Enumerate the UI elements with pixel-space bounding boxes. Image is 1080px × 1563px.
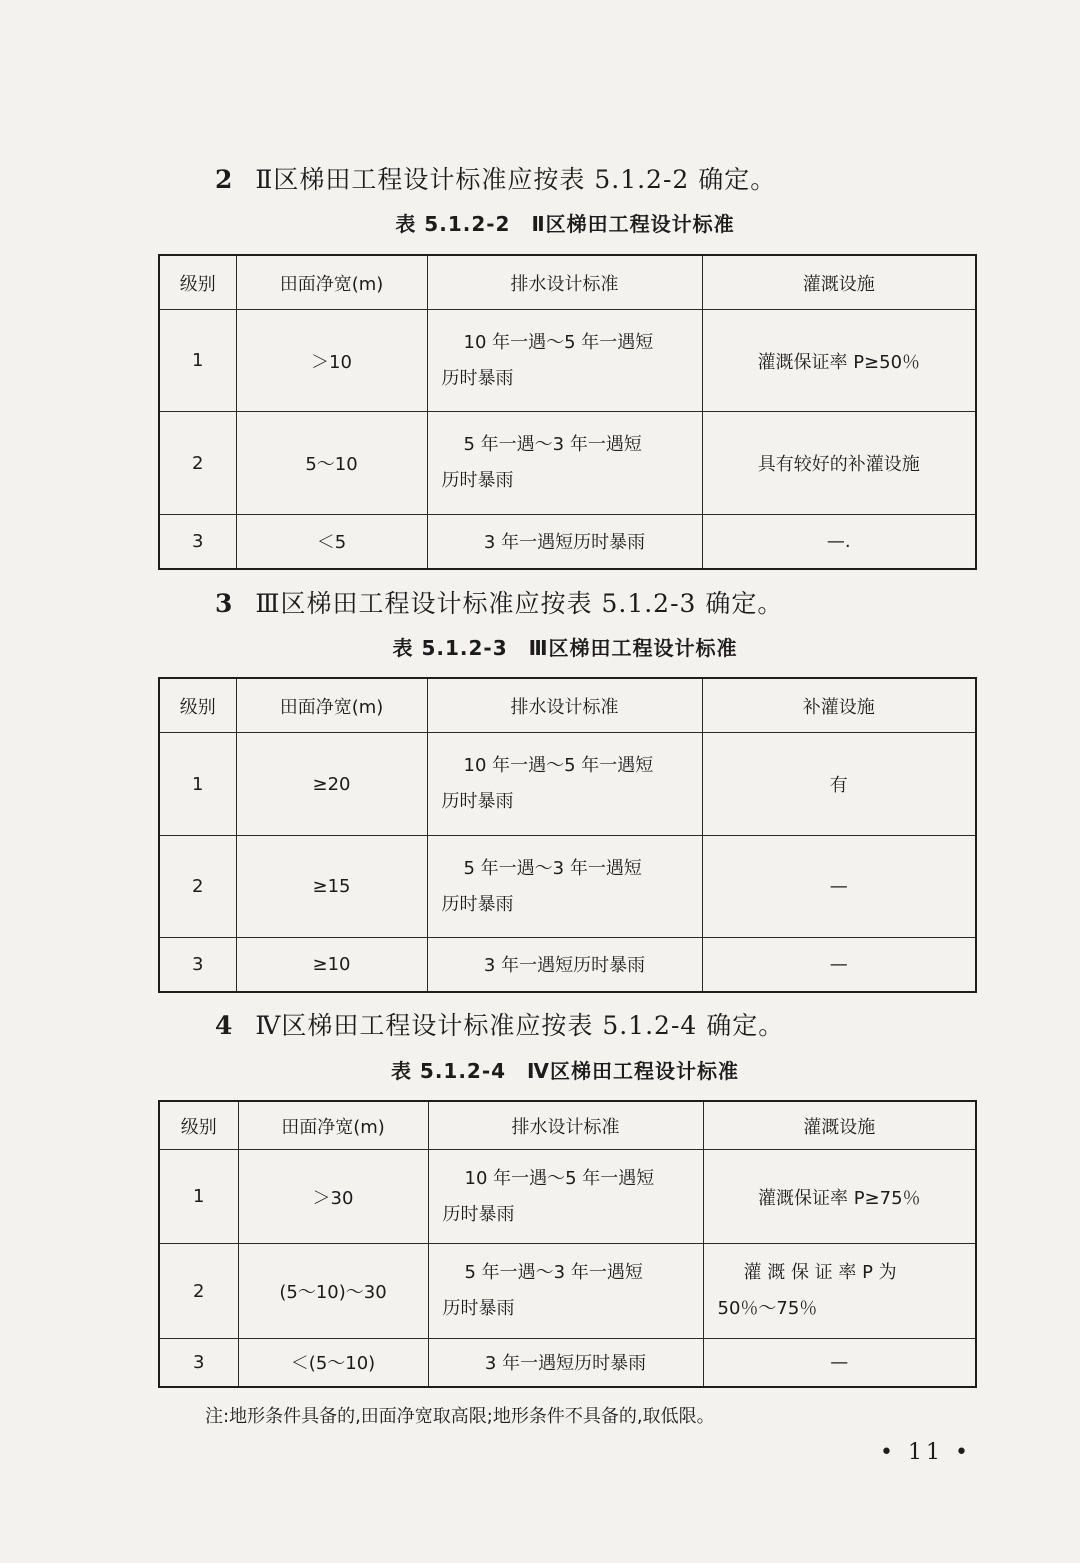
clause-3 [215,584,783,620]
cell-width: ≥10 [236,938,427,992]
clause-number: 2 [215,165,234,194]
cell-level: 1 [159,1150,238,1244]
table-row [159,1339,976,1387]
table-row [159,310,976,412]
table-row [159,1150,976,1244]
table-5-1-2-3 [158,677,977,993]
header-facility: 灌溉设施 [703,1101,976,1150]
cell-level: 1 [159,310,236,412]
cell-width: ≥20 [236,733,427,836]
cell-width: (5～10)～30 [238,1244,428,1339]
drainage-line-2: 历时暴雨 [442,1298,515,1319]
drainage-line-1: 5 年一遇～3 年一遇短 [464,1262,643,1283]
clause-text: Ⅱ区梯田工程设计标准应按表 5.1.2-2 确定。 [255,165,777,194]
header-drainage: 排水设计标准 [427,255,702,310]
cell-width: ≥15 [236,836,427,938]
table-row [159,515,976,569]
clause-number: 4 [215,1011,234,1040]
drainage-line-1: 10 年一遇～5 年一遇短 [464,1167,655,1189]
table-caption-5-1-2-3: 表 5.1.2-3 Ⅲ区梯田工程设计标准 [392,636,738,660]
facility-line-1: 灌 溉 保 证 率 P 为 [743,1262,897,1283]
table-row [159,938,976,992]
header-facility: 补灌设施 [702,678,976,733]
drainage-line-2: 历时暴雨 [441,791,514,812]
header-drainage: 排水设计标准 [427,678,702,733]
header-facility: 灌溉设施 [702,255,976,310]
drainage-line-2: 历时暴雨 [441,470,514,491]
facility-line-2: 50％～75％ [717,1298,818,1319]
table-header-row [159,1101,976,1150]
cell-drainage: 3 年一遇短历时暴雨 [427,515,702,569]
drainage-line-1: 5 年一遇～3 年一遇短 [463,434,642,455]
table-row [159,1244,976,1339]
cell-facility: —. [702,515,976,569]
table-5-1-2-2 [158,254,977,570]
table-note: 注:地形条件具备的,田面净宽取高限;地形条件不具备的,取低限。 [205,1406,715,1427]
cell-drainage [427,836,702,938]
cell-facility: 具有较好的补灌设施 [702,412,976,515]
cell-width: ＜5 [236,515,427,569]
cell-drainage: 3 年一遇短历时暴雨 [428,1339,703,1387]
drainage-line-2: 历时暴雨 [441,367,514,389]
cell-level: 3 [159,515,236,569]
cell-level: 2 [159,412,236,515]
cell-level: 1 [159,733,236,836]
table-header-row [159,678,976,733]
cell-facility: 有 [702,733,976,836]
header-width: 田面净宽(m) [236,678,427,733]
cell-width: ＞30 [238,1150,428,1244]
cell-drainage [427,412,702,515]
header-level: 级别 [159,678,236,733]
table-row [159,412,976,515]
cell-facility: — [703,1339,976,1387]
header-drainage: 排水设计标准 [428,1101,703,1150]
clause-number: 3 [215,589,234,618]
drainage-line-2: 历时暴雨 [441,893,514,915]
table-5-1-2-4 [158,1100,977,1388]
cell-level: 3 [159,1339,238,1387]
cell-width: ＞10 [236,310,427,412]
clause-text: Ⅳ区梯田工程设计标准应按表 5.1.2-4 确定。 [255,1011,785,1040]
cell-level: 2 [159,836,236,938]
cell-drainage [427,310,702,412]
table-caption-5-1-2-2: 表 5.1.2-2 Ⅱ区梯田工程设计标准 [395,212,735,236]
clause-text: Ⅲ区梯田工程设计标准应按表 5.1.2-3 确定。 [255,589,784,618]
cell-width: ＜(5～10) [238,1339,428,1387]
table-row [159,836,976,938]
cell-level: 2 [159,1244,238,1339]
cell-facility: 灌溉保证率 P≥75％ [703,1150,976,1244]
drainage-line-1: 10 年一遇～5 年一遇短 [463,755,654,776]
page-number: • 11 • [880,1440,972,1465]
cell-facility: — [702,938,976,992]
header-level: 级别 [159,1101,238,1150]
table-header-row [159,255,976,310]
drainage-line-1: 5 年一遇～3 年一遇短 [463,857,642,879]
table-row [159,733,976,836]
header-level: 级别 [159,255,236,310]
cell-facility [703,1244,976,1339]
header-width: 田面净宽(m) [238,1101,428,1150]
cell-facility: — [702,836,976,938]
cell-width: 5～10 [236,412,427,515]
cell-drainage [427,733,702,836]
cell-level: 3 [159,938,236,992]
cell-drainage [428,1150,703,1244]
cell-drainage: 3 年一遇短历时暴雨 [427,938,702,992]
table-caption-5-1-2-4: 表 5.1.2-4 Ⅳ区梯田工程设计标准 [390,1059,740,1083]
cell-facility: 灌溉保证率 P≥50％ [702,310,976,412]
header-width: 田面净宽(m) [236,255,427,310]
clause-4 [215,1006,784,1042]
cell-drainage [428,1244,703,1339]
drainage-line-2: 历时暴雨 [442,1203,515,1225]
clause-2 [215,160,776,196]
drainage-line-1: 10 年一遇～5 年一遇短 [463,331,654,353]
